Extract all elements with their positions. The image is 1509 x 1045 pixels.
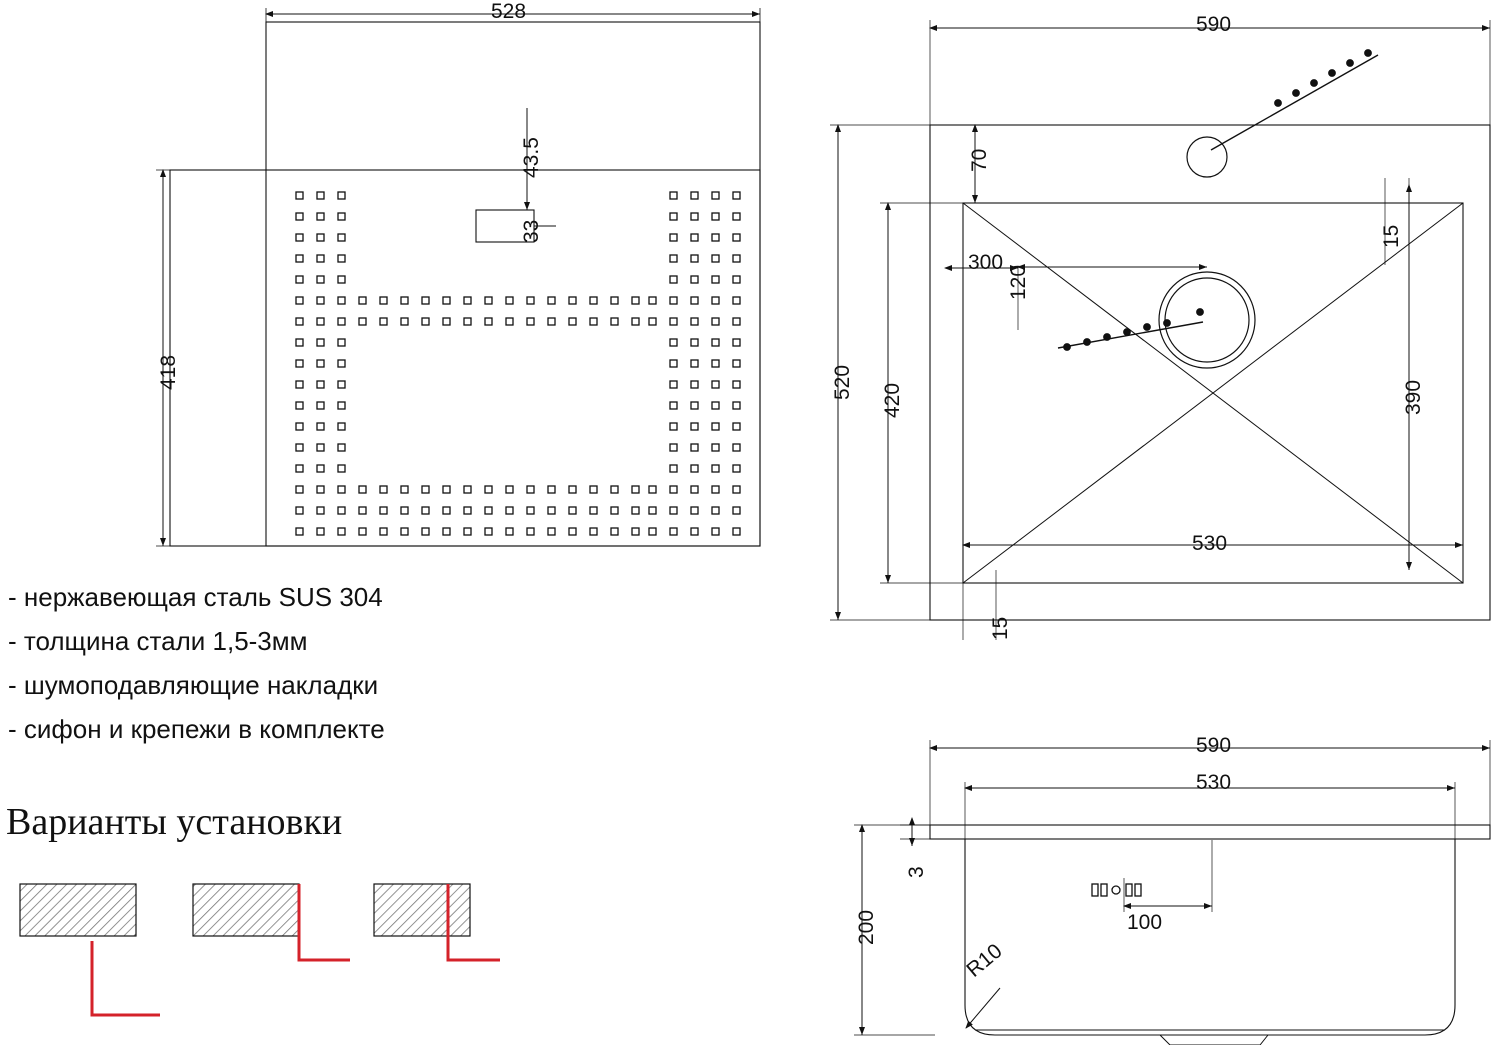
installation-options [20, 884, 500, 1015]
dim-label-418: 418 [157, 354, 180, 390]
dim-label-420: 420 [881, 382, 904, 418]
dim-label-520: 520 [831, 364, 854, 400]
spec-item-siphon: - сифон и крепежи в комплекте [8, 714, 385, 744]
install-option-2 [193, 884, 350, 960]
dim-label-530-front: 530 [1196, 771, 1232, 794]
dim-label-120: 120 [1007, 264, 1030, 300]
install-option-1 [20, 884, 160, 1015]
dim-label-530-plan: 530 [1192, 532, 1228, 555]
dim-label-43-5: 43.5 [520, 137, 543, 178]
installation-title: Варианты установки [6, 801, 343, 843]
dim-label-528: 528 [491, 0, 527, 23]
dim-label-3: 3 [905, 866, 928, 878]
install-option-3 [374, 884, 500, 960]
dim-label-100: 100 [1127, 911, 1163, 934]
dim-label-390: 390 [1402, 379, 1425, 415]
dim-label-r10: R10 [962, 939, 1007, 982]
dim-label-70: 70 [968, 148, 991, 172]
dim-label-200: 200 [855, 909, 878, 945]
view-bowl-plan [156, 8, 760, 546]
spec-item-thickness: - толщина стали 1,5-3мм [8, 626, 308, 656]
specs-list [8, 582, 608, 758]
spec-item-material: - нержавеющая сталь SUS 304 [8, 582, 383, 612]
dim-label-590-top: 590 [1196, 13, 1232, 36]
dim-label-590-front: 590 [1196, 734, 1232, 757]
dim-label-33: 33 [520, 219, 543, 243]
view-sink-front [854, 740, 1490, 1045]
dim-label-15-right: 15 [1380, 224, 1403, 248]
dim-label-15-bottom: 15 [989, 616, 1012, 640]
spec-item-noise-pads: - шумоподавляющие накладки [8, 670, 379, 700]
view-sink-plan [830, 20, 1490, 640]
dim-label-300: 300 [968, 251, 1004, 274]
